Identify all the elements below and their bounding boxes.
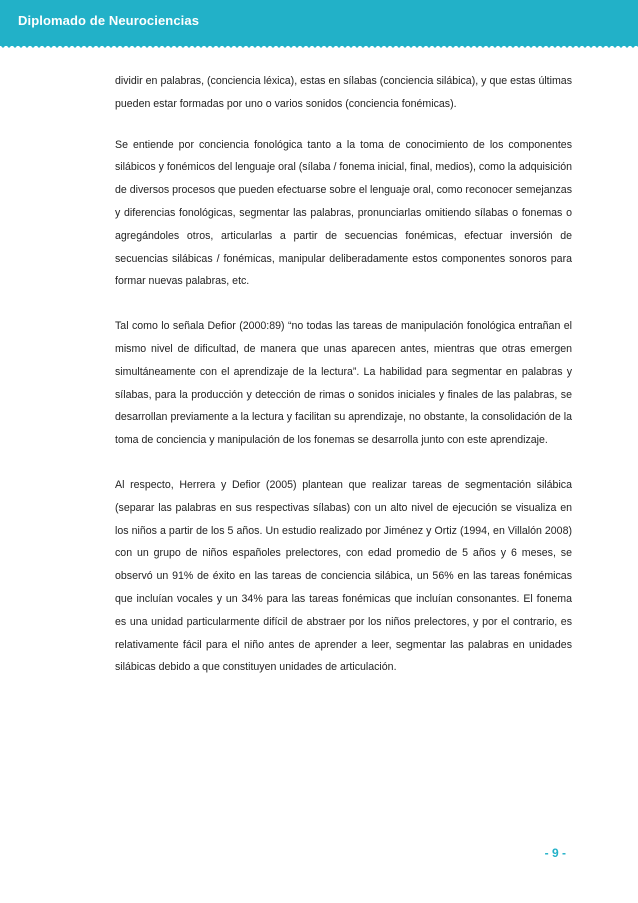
paragraph-3: Tal como lo señala Defior (2000:89) “no todas las tareas de manipulación fonológica entrañan el mismo nivel de dificultad, de manera que unas aparecen antes, mientras que otras emergen simultáneamente con el aprendizaje de la lectura”. La habilidad para segmentar en palabras y sílabas, para la producción y detección de rimas o sonidos iniciales y finales de las palabras, se desarrollan previamente a la lectura y facilitan su aprendizaje, no obstante, la consolidación de la toma de conciencia y manipulación de los fonemas se desarrolla junto con este aprendizaje.	[115, 320, 572, 447]
header-decorative-edge	[0, 40, 638, 48]
header-title: Diplomado de Neurociencias	[18, 13, 200, 28]
page-number: - 9 -	[544, 846, 566, 860]
paragraph-1: dividir en palabras, (conciencia léxica), estas en sílabas (conciencia silábica), y que estas últimas pueden estar formadas por uno o varios sonidos (conciencia fonémicas).	[115, 75, 572, 110]
document-body	[115, 70, 572, 701]
paragraph-4: Al respecto, Herrera y Defior (2005) plantean que realizar tareas de segmentación silábica (separar las palabras en sus respectivas sílabas) con un alto nivel de ejecución se visualiza en los niños a partir de los 5 años. Un estudio realizado por Jiménez y Ortiz (1994, en Villalón 2008) con un grupo de niños españoles prelectores, con edad promedio de 5 años y 6 meses, se observó un 91% de éxito en las tareas de conciencia silábica, un 56% en las tareas fonémicas que incluían vocales y un 34% para las tareas fonémicas que incluían consonantes. El fonema es una unidad particularmente difícil de abstraer por los niños prelectores, y por el contrario, es relativamente fácil para el niño antes de aprender a leer, segmentar las palabras en unidades silábicas debido a que constituyen unidades de articulación.	[115, 478, 572, 674]
paragraph-2: Se entiende por conciencia fonológica tanto a la toma de conocimiento de los componentes silábicos y fonémicos del lenguaje oral (sílaba / fonema inicial, final, medios), como la adquisición de diversos procesos que pueden efectuarse sobre el lenguaje oral, como reconocer semejanzas y diferencias fonológicas, segmentar las palabras, pronunciarlas omitiendo sílabas o fonemas o agregándoles otros, articularlas a partir de secuencias fonémicas, efectuar inversión de secuencias silábicas / fonémicas, manipular deliberadamente estos componentes sonoros para formar nuevas palabras, etc.	[115, 138, 572, 288]
